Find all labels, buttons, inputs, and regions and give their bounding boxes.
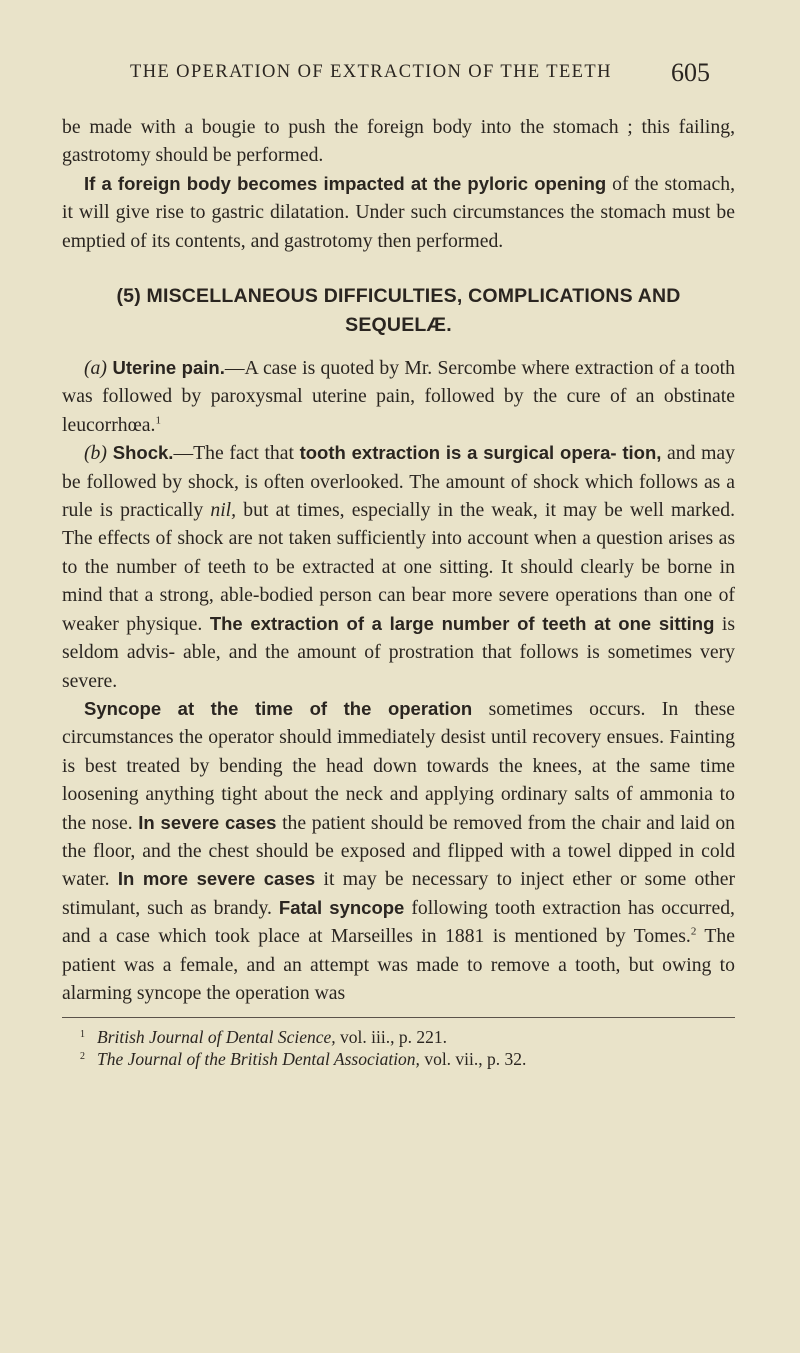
footnotes xyxy=(62,1026,735,1070)
paragraph-syncope: Syncope at the time of the operation sometimes occurs. In these circumstances the operator should immediately desist until recovery ensues. Fainting is best treated by bending the head down towards the knees, at the same time loosening anything tight about the neck and applying ordinary salts of ammonia to the nose. In severe cases the patient should be removed from the chair and laid on the floor, and the chest should be exposed and flipped with a towel dipped in cold water. In more severe cases it may be necessary to inject ether or some other stimulant, such as brandy. Fatal syncope following tooth extraction has occurred, and a case which took place at Marseilles in 1881 is mentioned by Tomes.$^2$ The patient was a female, and an attempt was made to remove a tooth, but owing to alarming syncope the operation was xyxy=(62,697,736,1004)
running-title: THE OPERATION OF EXTRACTION OF THE TEETH xyxy=(130,62,612,82)
footnote-rule xyxy=(62,1017,735,1018)
paragraph-uterine-pain: (a) Uterine pain.—A case is quoted by Mr. Sercombe where extraction of a tooth was followed by paroxysmal uterine pain, followed by the cure of an obstinate leucorrhœa.$^1$ xyxy=(62,357,735,436)
page-number: 605 xyxy=(671,58,710,87)
paragraph-continued: be made with a bougie to push the foreign body into the stomach ; this failing, gastrotomy should be performed. xyxy=(62,116,735,167)
section-heading: (5) MISCELLANEOUS DIFFICULTIES, COMPLICATIONS AND SEQUELÆ. xyxy=(116,285,681,337)
page-body xyxy=(62,113,735,1070)
paragraph-pyloric: If a foreign body becomes impacted at the pyloric opening of the stomach, it will give rise to gastric dilatation. Under such circumstances the stomach must be emptied of its contents, and gastrotomy then performed. xyxy=(62,172,735,252)
footnote: $^1$ British Journal of Dental Science, vol. iii., p. 221. xyxy=(80,1027,447,1048)
running-head xyxy=(0,58,800,87)
footnote: $^2$ The Journal of the British Dental Association, vol. vii., p. 32. xyxy=(80,1049,527,1070)
footnote-ref: 2 xyxy=(690,925,697,938)
footnote-ref: 1 xyxy=(155,414,161,427)
paragraph-shock: (b) Shock.—The fact that tooth extraction is a surgical opera- tion, and may be followed by shock, is often overlooked. The amount of shock which follows as a rule is practically nil, but at times, especially in the weak, it may be well marked. The effects of shock are not taken sufficiently into account when a question arises as to the number of teeth to be extracted at one sitting. It should clearly be borne in mind that a strong, able-bodied person can bear more severe operations than one of weaker physique. The extraction of a large number of teeth at one sitting is seldom advis- able, and the amount of prostration that follows is sometimes very severe. xyxy=(62,442,736,692)
